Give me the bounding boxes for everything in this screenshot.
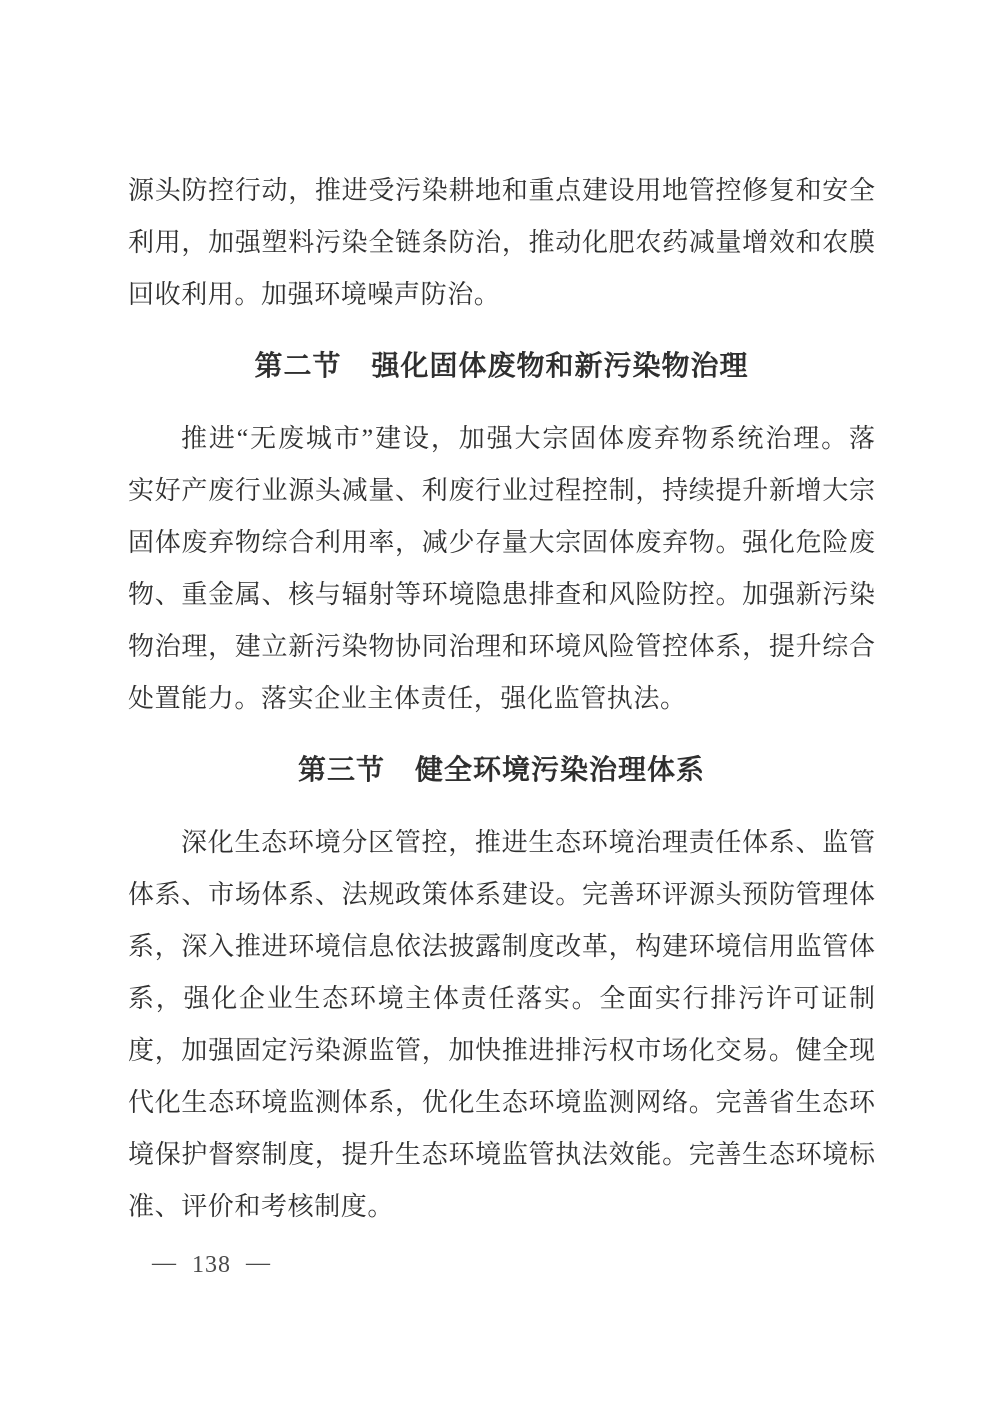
text-line: 物治理，建立新污染物协同治理和环境风险管控体系，提升综合	[128, 632, 875, 661]
text-line: 境保护督察制度，提升生态环境监管执法效能。完善生态环境标	[128, 1140, 875, 1169]
section-label: 第三节	[297, 755, 385, 786]
text-line: 深化生态环境分区管控，推进生态环境治理责任体系、监管	[181, 828, 875, 857]
text-line: 系，强化企业生态环境主体责任落实。全面实行排污许可证制	[128, 984, 875, 1013]
text-line: 回收利用。加强环境噪声防治。	[128, 280, 501, 309]
text-line: 处置能力。落实企业主体责任，强化监管执法。	[128, 684, 687, 713]
text-line: 系，深入推进环境信息依法披露制度改革，构建环境信用监管体	[128, 932, 875, 961]
page-content	[128, 165, 875, 1233]
text-line: 物、重金属、核与辐射等环境隐患排查和风险防控。加强新污染	[128, 580, 875, 609]
text-line: 利用，加强塑料污染全链条防治，推动化肥农药减量增效和农膜	[128, 228, 875, 257]
text-line: 源头防控行动，推进受污染耕地和重点建设用地管控修复和安全	[128, 176, 875, 205]
section-title: 健全环境污染治理体系	[415, 755, 706, 786]
text-line: 度，加强固定污染源监管，加快推进排污权市场化交易。健全现	[128, 1036, 875, 1065]
paragraph-1	[128, 165, 875, 321]
section-heading-2	[128, 341, 875, 393]
text-line: 代化生态环境监测体系，优化生态环境监测网络。完善省生态环	[128, 1088, 875, 1117]
paragraph-3	[128, 817, 875, 1233]
page-number-dash-left: —	[152, 1250, 177, 1276]
text-line: 固体废弃物综合利用率，减少存量大宗固体废弃物。强化危险废	[128, 528, 875, 557]
text-line: 准、评价和考核制度。	[128, 1192, 395, 1221]
section-heading-3	[128, 745, 875, 797]
page-number-value: 138	[192, 1252, 231, 1278]
page-number	[152, 1252, 271, 1279]
page-number-dash-right: —	[246, 1250, 271, 1276]
section-label: 第二节	[254, 351, 342, 382]
section-title: 强化固体废物和新污染物治理	[371, 351, 749, 382]
text-line: 体系、市场体系、法规政策体系建设。完善环评源头预防管理体	[128, 880, 875, 909]
text-line: 推进“无废城市”建设，加强大宗固体废弃物系统治理。落	[181, 424, 875, 453]
text-line: 实好产废行业源头减量、利废行业过程控制，持续提升新增大宗	[128, 476, 875, 505]
paragraph-2	[128, 413, 875, 725]
